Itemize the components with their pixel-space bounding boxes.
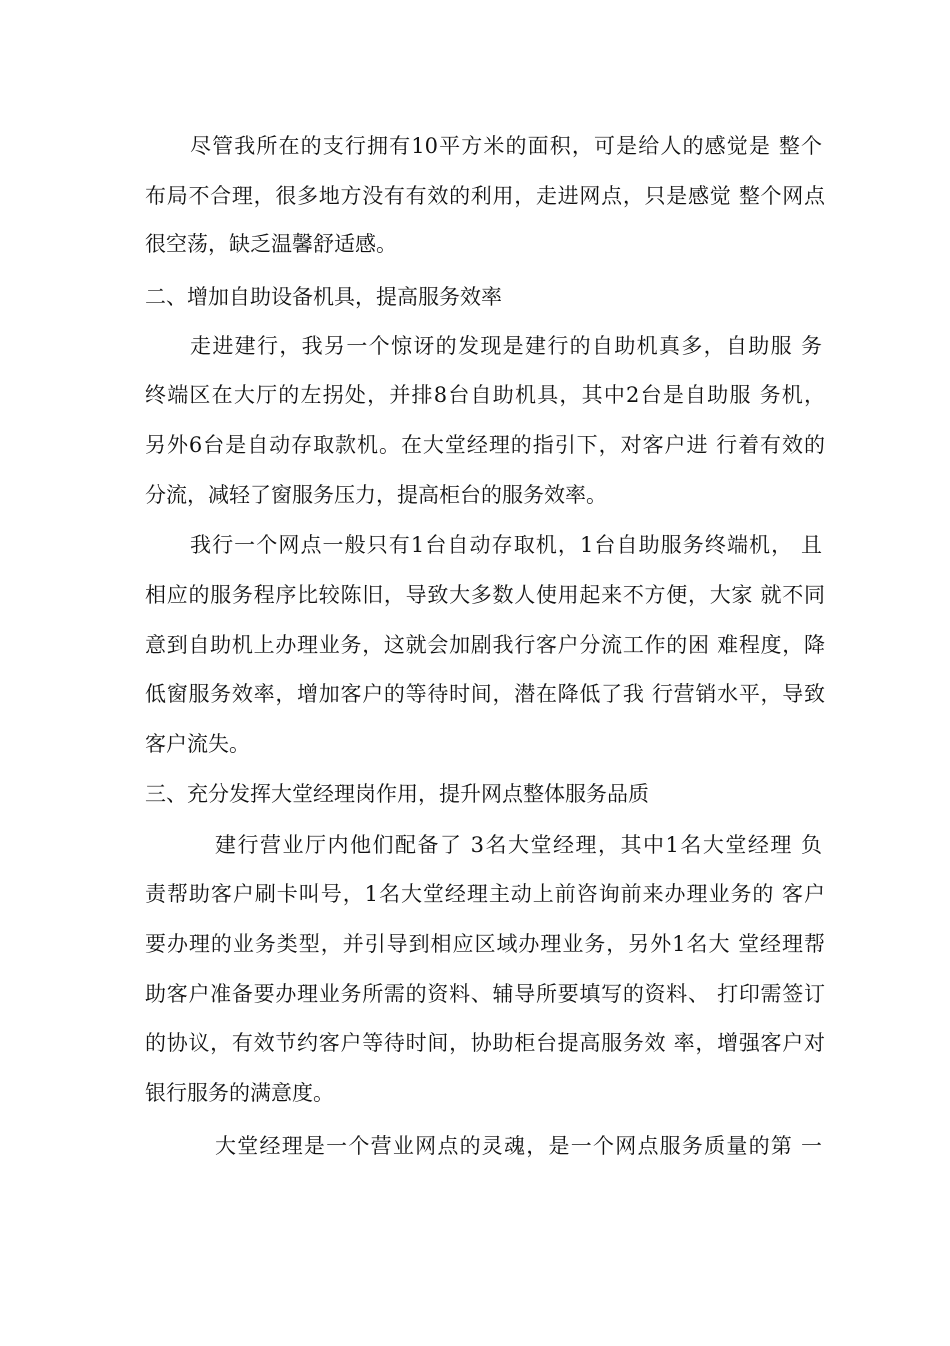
text-line: 走进建行，我另一个惊讶的发现是建行的自助机真多，自助服 务 (190, 334, 822, 358)
text-line: 分流，减轻了窗服务压力，提高柜台的服务效率。 (145, 483, 607, 507)
text-line: 低窗服务效率，增加客户的等待时间，潜在降低了我 行营销水平，导致 (145, 682, 825, 706)
text-line: 我行一个网点一般只有1台自动存取机，1台自助服务终端机， 且 (190, 533, 822, 557)
text-line: 另外6台是自动存取款机。在大堂经理的指引下，对客户进 行着有效的 (145, 433, 825, 457)
text-line: 的协议，有效节约客户等待时间，协助柜台提高服务效 率，增强客户对 (145, 1031, 825, 1055)
text-line: 意到自助机上办理业务，这就会加剧我行客户分流工作的困 难程度，降 (145, 633, 825, 657)
text-line: 布局不合理，很多地方没有有效的利用，走进网点，只是感觉 整个网点 (145, 184, 825, 208)
text-line: 很空荡，缺乏温馨舒适感。 (145, 232, 397, 256)
text-line: 相应的服务程序比较陈旧，导致大多数人使用起来不方便，大家 就不同 (145, 583, 825, 607)
text-line: 银行服务的满意度。 (145, 1081, 334, 1105)
text-line: 要办理的业务类型，并引导到相应区域办理业务，另外1名大 堂经理帮 (145, 932, 825, 956)
text-line: 建行营业厅内他们配备了 3名大堂经理，其中1名大堂经理 负 (215, 833, 822, 857)
text-line: 大堂经理是一个营业网点的灵魂，是一个网点服务质量的第 一 (215, 1134, 822, 1158)
text-line: 终端区在大厅的左拐处，并排8台自助机具，其中2台是自助服 务机， (145, 383, 825, 407)
section-heading: 三、充分发挥大堂经理岗作用，提升网点整体服务品质 (145, 782, 649, 806)
section-heading: 二、增加自助设备机具，提高服务效率 (145, 285, 502, 309)
text-line: 助客户准备要办理业务所需的资料、辅导所要填写的资料、 打印需签订 (145, 982, 825, 1006)
text-line: 尽管我所在的支行拥有10平方米的面积，可是给人的感觉是 整个 (190, 134, 822, 158)
text-line: 责帮助客户刷卡叫号，1名大堂经理主动上前咨询前来办理业务的 客户 (145, 882, 825, 906)
text-line: 客户流失。 (145, 732, 250, 756)
